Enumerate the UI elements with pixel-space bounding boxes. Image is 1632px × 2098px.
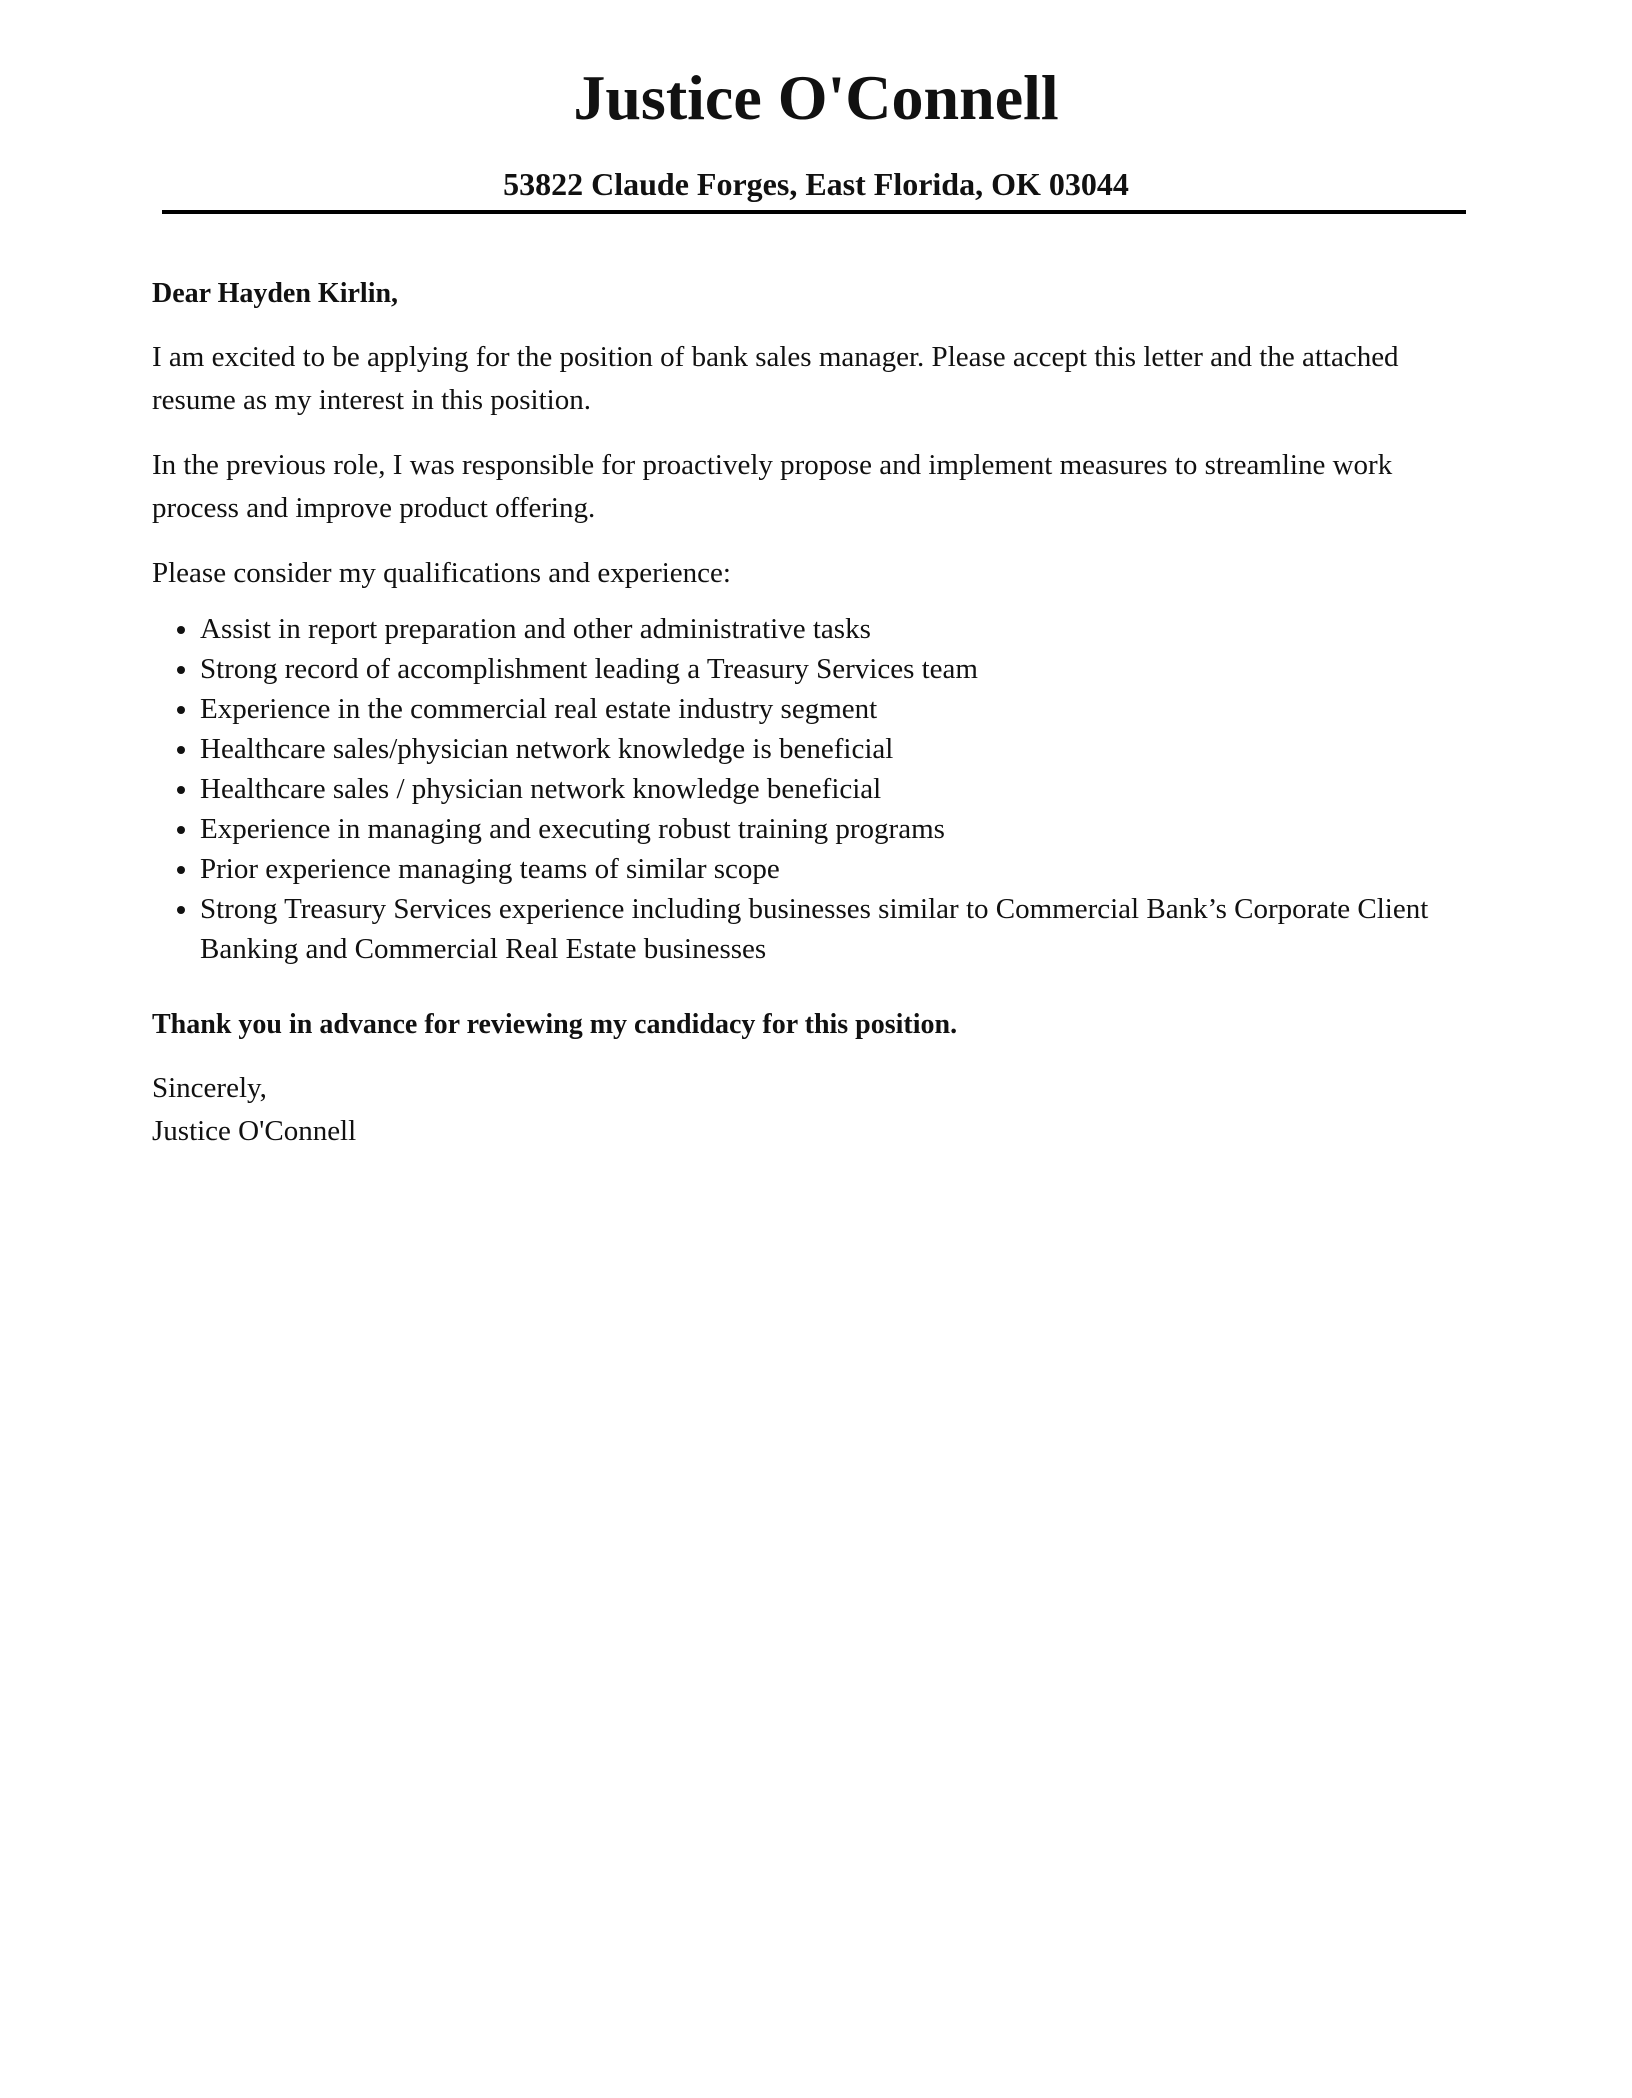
list-item: • Healthcare sales / physician network knowledge beneficial	[200, 769, 1482, 809]
intro-paragraph: I am excited to be applying for the position of bank sales manager. Please accept this letter and the attached resume as my interest in this position.	[152, 341, 1399, 416]
letter-body	[152, 274, 1482, 1153]
applicant-address: 53822 Claude Forges, East Florida, OK 03044	[503, 166, 1129, 202]
list-item: • Healthcare sales/physician network knowledge is beneficial	[200, 729, 1482, 769]
list-item: • Experience in managing and executing robust training programs	[200, 809, 1482, 849]
qualifications-intro: Please consider my qualifications and experience:	[152, 557, 731, 589]
list-item: • Strong Treasury Services experience including businesses similar to Commercial Bank’s Corporate Client Banking and Commercial Real Estate businesses	[200, 889, 1482, 969]
list-item: • Prior experience managing teams of similar scope	[200, 849, 1482, 889]
salutation: Dear Hayden Kirlin,	[152, 278, 399, 309]
list-item: • Assist in report preparation and other administrative tasks	[200, 609, 1482, 649]
list-item: • Experience in the commercial real estate industry segment	[200, 689, 1482, 729]
list-item: • Strong record of accomplishment leading a Treasury Services team	[200, 649, 1482, 689]
header-divider	[162, 210, 1466, 214]
applicant-name: Justice O'Connell	[573, 62, 1059, 133]
experience-paragraph: In the previous role, I was responsible for proactively propose and implement measures to streamline work process and improve product offering.	[152, 449, 1393, 524]
signature: Justice O'Connell	[152, 1115, 357, 1147]
closing: Sincerely,	[152, 1072, 267, 1104]
qualifications-list	[152, 609, 1482, 969]
thank-you-line: Thank you in advance for reviewing my candidacy for this position.	[152, 1009, 958, 1040]
